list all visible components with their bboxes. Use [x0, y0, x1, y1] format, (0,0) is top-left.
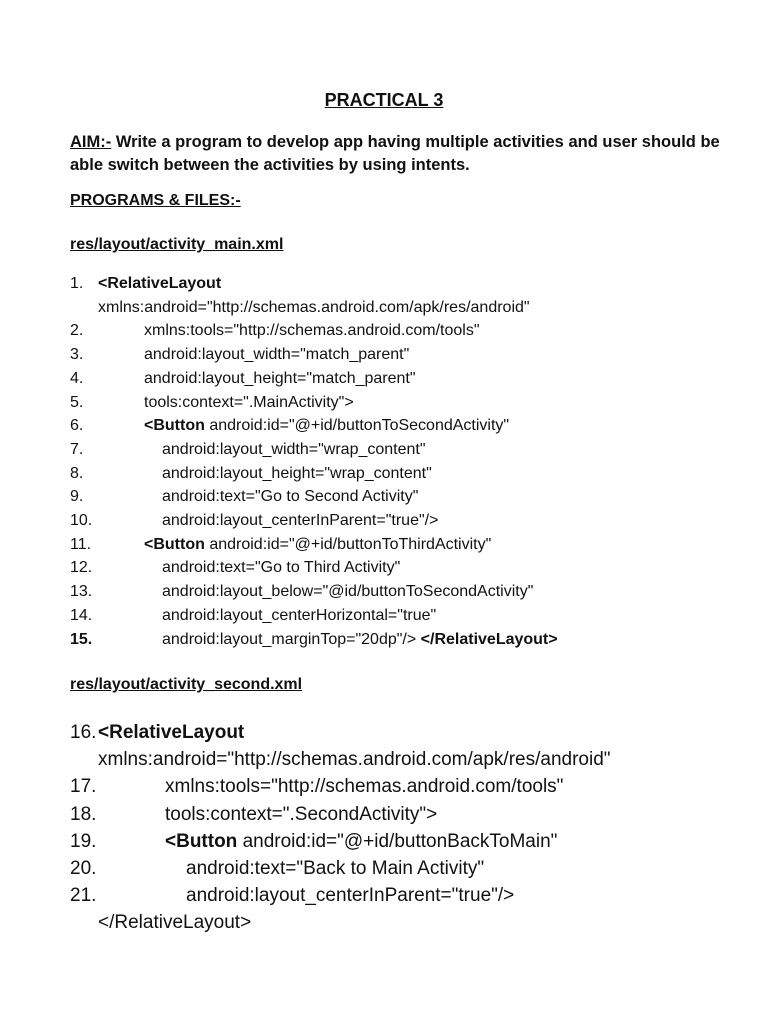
code-line [70, 828, 750, 855]
code-line [70, 319, 750, 343]
line-number: 10. [70, 512, 93, 530]
code-text [98, 275, 221, 292]
code-text [98, 346, 409, 363]
code-content: android:id="@+id/buttonToSecondActivity" [204, 417, 510, 435]
code-keyword: <RelativeLayout [98, 722, 245, 743]
code-content: tools:context=".MainActivity"> [144, 393, 354, 411]
code-line [70, 343, 750, 367]
code-text [98, 536, 491, 553]
code-content: android:layout_width="wrap_content" [162, 440, 426, 458]
line-number: 6. [70, 417, 84, 435]
aim-text: Write a program to develop app having multiple activities and user should be able switch between the activities by using intents. [70, 133, 720, 174]
code-line [70, 391, 750, 415]
code-line [70, 855, 750, 882]
line-number: 7. [70, 440, 84, 458]
code-listing-activity-main [70, 272, 750, 651]
code-text [98, 322, 480, 339]
code-text [98, 858, 484, 879]
line-number: 5. [70, 393, 84, 411]
code-keyword: <Button [165, 830, 238, 852]
code-text [98, 607, 436, 624]
line-number: 11. [70, 535, 92, 553]
code-line [70, 485, 750, 509]
line-number: 2. [70, 322, 84, 340]
code-line [70, 773, 750, 800]
code-line [70, 882, 750, 909]
line-number: 18. [70, 803, 97, 825]
line-number: 21. [70, 885, 97, 907]
code-text [98, 417, 509, 434]
code-content: android:layout_height="match_parent" [144, 369, 416, 387]
line-number: 8. [70, 464, 84, 482]
page-title: PRACTICAL 3 [324, 90, 444, 110]
line-number: 20. [70, 858, 97, 880]
code-content: android:layout_width="match_parent" [144, 346, 410, 364]
code-text [98, 583, 533, 600]
code-content: android:text="Back to Main Activity" [186, 858, 485, 880]
code-content: android:text="Go to Second Activity" [162, 488, 419, 506]
code-line [70, 462, 750, 486]
line-number: 17. [70, 776, 97, 798]
code-text [98, 559, 400, 576]
code-content: android:layout_marginTop="20dp"/> [162, 630, 421, 648]
aim-label: AIM:- [70, 133, 112, 151]
code-line [70, 533, 750, 557]
code-line [70, 556, 750, 580]
code-line [70, 296, 750, 320]
code-keyword: <Button [144, 417, 205, 435]
code-content: android:layout_centerInParent="true"/> [162, 512, 439, 530]
code-content: android:text="Go to Third Activity" [162, 559, 401, 577]
code-line [70, 580, 750, 604]
code-line [70, 367, 750, 391]
code-line [70, 801, 750, 828]
code-keyword: <RelativeLayout [98, 275, 222, 292]
code-line [70, 719, 750, 746]
code-text [98, 488, 418, 505]
code-text [98, 776, 563, 797]
code-text [98, 299, 530, 316]
file2-heading: res/layout/activity_second.xml [70, 676, 303, 693]
code-text [98, 512, 438, 529]
code-text [98, 631, 558, 648]
code-content: xmlns:tools="http://schemas.android.com/tools" [165, 776, 564, 798]
code-text [98, 912, 251, 933]
code-content: android:id="@+id/buttonToThirdActivity" [204, 535, 492, 553]
code-listing-activity-second [70, 719, 750, 937]
code-content: android:layout_below="@id/buttonToSecondActivity" [162, 583, 534, 601]
code-text [98, 394, 354, 411]
code-text [98, 465, 432, 482]
line-number: 19. [70, 830, 97, 852]
code-text [98, 804, 437, 825]
line-number: 13. [70, 583, 93, 601]
code-line [70, 746, 750, 773]
line-number: 1. [70, 275, 84, 292]
line-number: 9. [70, 488, 84, 506]
code-content: xmlns:tools="http://schemas.android.com/tools" [144, 322, 480, 340]
code-content: </RelativeLayout> [98, 912, 252, 934]
line-number: 15. [70, 630, 93, 648]
code-text [98, 885, 514, 906]
code-line [70, 414, 750, 438]
code-content: android:layout_centerHorizontal="true" [162, 606, 437, 624]
code-text [98, 441, 426, 458]
code-content: android:id="@+id/buttonBackToMain" [237, 830, 558, 852]
code-line [70, 438, 750, 462]
code-text [98, 370, 416, 387]
code-line [70, 509, 750, 533]
line-number: 12. [70, 559, 93, 577]
line-number: 3. [70, 346, 84, 364]
code-closing-tag: </RelativeLayout> [420, 630, 558, 648]
code-line [70, 628, 750, 652]
code-content: tools:context=".SecondActivity"> [165, 803, 438, 825]
code-content: android:layout_height="wrap_content" [162, 464, 432, 482]
code-text [98, 749, 611, 770]
code-content: android:layout_centerInParent="true"/> [186, 885, 515, 907]
code-text [98, 722, 244, 743]
aim-paragraph [70, 131, 720, 177]
line-number: 4. [70, 369, 84, 387]
code-line [70, 909, 750, 936]
programs-heading: PROGRAMS & FILES:- [70, 192, 241, 209]
line-number: 14. [70, 606, 93, 624]
code-line [70, 272, 750, 296]
code-content: xmlns:android="http://schemas.android.com/apk/res/android" [98, 298, 530, 316]
file1-heading: res/layout/activity_main.xml [70, 236, 284, 253]
code-keyword: <Button [144, 535, 205, 553]
line-number: 16. [70, 722, 97, 743]
code-content: xmlns:android="http://schemas.android.com/apk/res/android" [98, 749, 611, 771]
code-line [70, 604, 750, 628]
code-text [98, 831, 557, 852]
